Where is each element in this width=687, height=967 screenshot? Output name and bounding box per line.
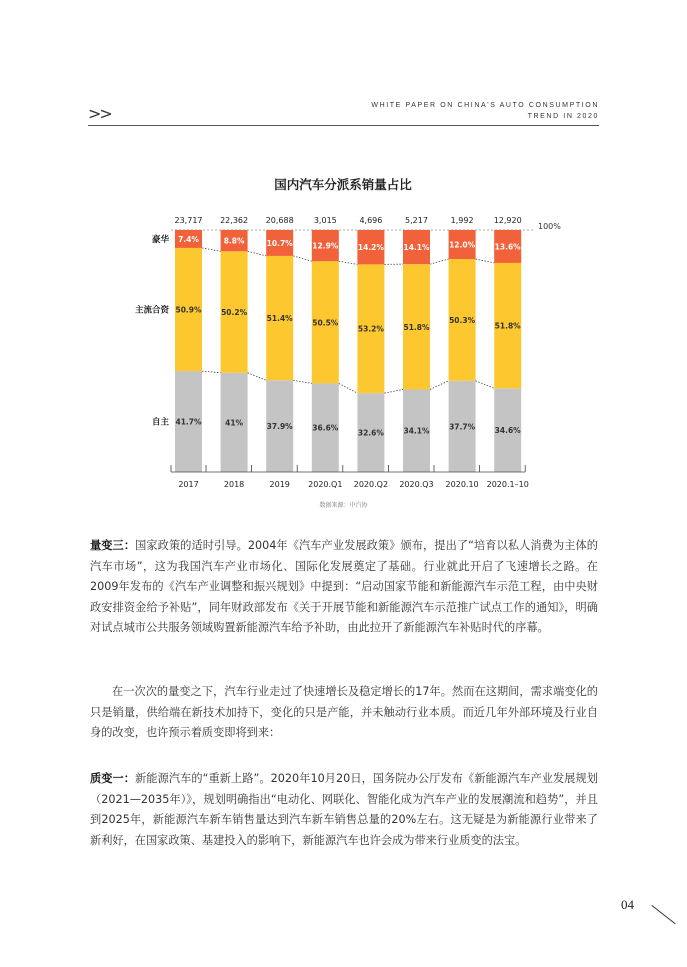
connector-joint-venture-6 [476,259,495,263]
bar-2020-10-joint-venture-label: 50.3% [449,315,476,325]
bar-2020-Q1-luxury-label: 12.9% [312,241,339,251]
bar-2020-10-luxury-label: 12.0% [449,240,476,250]
bar-2018-domestic-label: 41% [225,418,244,428]
total-2020-Q2: 4,696 [359,216,383,225]
x-tick-2018: 2018 [223,480,245,489]
connector-domestic-1 [248,373,267,381]
bar-2020-Q2-luxury-label: 14.2% [357,243,384,253]
bar-2017-domestic-label: 41.7% [175,417,202,427]
bar-2020-Q3-joint-venture-label: 51.8% [403,322,430,332]
x-tick-2020-10: 2020.10 [445,480,479,489]
bar-2020-1-10-luxury-label: 13.6% [494,242,521,252]
total-2020-Q1: 3,015 [313,216,337,225]
legend-luxury: 豪华 [151,234,169,245]
header-title-line1: WHITE PAPER ON CHINA'S AUTO CONSUMPTION [371,102,599,109]
connector-domestic-3 [339,383,358,393]
x-tick-2017: 2017 [178,480,199,489]
bar-2020-Q2-domestic-label: 32.6% [357,428,384,438]
connector-domestic-4 [384,389,403,393]
connector-domestic-5 [430,381,449,390]
connector-domestic-2 [293,380,312,383]
paragraph-quality-change-1 [90,769,598,851]
total-2020-Q3: 5,217 [405,216,428,225]
total-2017: 23,717 [174,216,203,225]
x-tick-2020-Q2: 2020.Q2 [353,480,389,489]
bar-2017-joint-venture-label: 50.9% [175,305,202,315]
paragraph-quantity-change-3 [90,536,598,639]
x-tick-2019: 2019 [269,480,290,489]
bar-2020-Q3-domestic-label: 34.1% [403,426,430,436]
reference-label-100: 100% [538,222,561,231]
header-title-line2: TREND IN 2020 [527,113,599,120]
paragraph-lead: 量变三： [90,539,136,552]
connector-joint-venture-2 [293,256,312,261]
x-tick-2020-1-10: 2020.1–10 [486,480,529,489]
connector-joint-venture-1 [248,251,267,256]
connector-joint-venture-0 [202,248,221,251]
legend-joint-venture: 主流合资 [134,305,169,316]
bar-2020-Q3-luxury-label: 14.1% [403,243,430,253]
total-2019: 20,688 [265,216,294,225]
bar-2020-1-10-joint-venture-label: 51.8% [494,321,521,331]
stacked-bar-chart [0,160,687,500]
chart-title: 国内汽车分派系销量占比 [274,177,412,192]
total-2018: 22,362 [220,216,249,225]
x-tick-2020-Q3: 2020.Q3 [399,480,434,489]
connector-domestic-0 [202,371,221,373]
paragraph-text: 新能源汽车的“重新上路”。2020年10月20日，国务院办公厅发布《新能源汽车产业发展规划（2021—2035年）》，规划明确指出“电动化、网联化、智能化成为汽车产业的发展潮流和趋势”，并且到2025年，新能源汽车新车销售量达到汽车新车销售总量的20%左右。这无疑是为新能源行业带来了新利好，在国家政策、基建投入的影响下，新能源汽车也许会成为带来行业质变的法宝。 [90,772,598,847]
bar-2018-luxury-label: 8.8% [223,236,245,246]
bar-2020-10-domestic-label: 37.7% [449,422,476,432]
connector-joint-venture-5 [430,259,449,264]
x-tick-2020-Q1: 2020.Q1 [308,480,343,489]
bar-2020-1-10-domestic-label: 34.6% [494,426,521,436]
page-number: 04 [621,897,634,912]
paragraph-text: 国家政策的适时引导。2004年《汽车产业发展政策》颁布，提出了“培育以私人消费为主体的汽车市场”，这为我国汽车产业市场化、国际化发展奠定了基础。行业就此开启了飞速增长之路。在2009年发布的《汽车产业调整和振兴规划》中提到：“启动国家节能和新能源汽车示范工程，由中央财政安排资金给予补贴”，同年财政部发布《关于开展节能和新能源汽车示范推广试点工作的通知》，明确对试点城市公共服务领域购置新能源汽车给予补助，由此拉开了新能源汽车补贴时代的序幕。 [90,539,598,634]
header-divider [88,125,599,126]
bar-2019-domestic-label: 37.9% [266,422,293,432]
total-2020-10: 1,992 [450,216,474,225]
header-arrows: >> [88,104,111,123]
corner-decoration [651,905,675,924]
connector-domestic-6 [476,381,495,389]
bar-2019-luxury-label: 10.7% [266,238,293,248]
paragraph-lead: 质变一： [90,772,136,785]
legend-domestic: 自主 [151,417,169,428]
connector-joint-venture-3 [339,261,358,264]
paragraph-transition: 在一次次的量变之下，汽车行业走过了快速增长及稳定增长的17年。然而在这期间，需求端变化的只是销量，供给端在新技术加持下，变化的只是产能，并未触动行业本质。而近几年外部环境及行业自身的改变，也许预示着质变即将到来： [90,685,598,739]
total-2020-1-10: 12,920 [493,216,522,225]
chart-source: 数据来源：中汽协 [319,502,368,509]
bar-2020-Q1-joint-venture-label: 50.5% [312,318,339,328]
bar-2020-Q1-domestic-label: 36.6% [312,423,339,433]
bar-2019-joint-venture-label: 51.4% [266,314,293,324]
header-title [371,100,599,122]
bar-2017-luxury-label: 7.4% [178,234,199,244]
bar-2020-Q2-joint-venture-label: 53.2% [357,324,384,334]
bar-2018-joint-venture-label: 50.2% [221,308,248,318]
